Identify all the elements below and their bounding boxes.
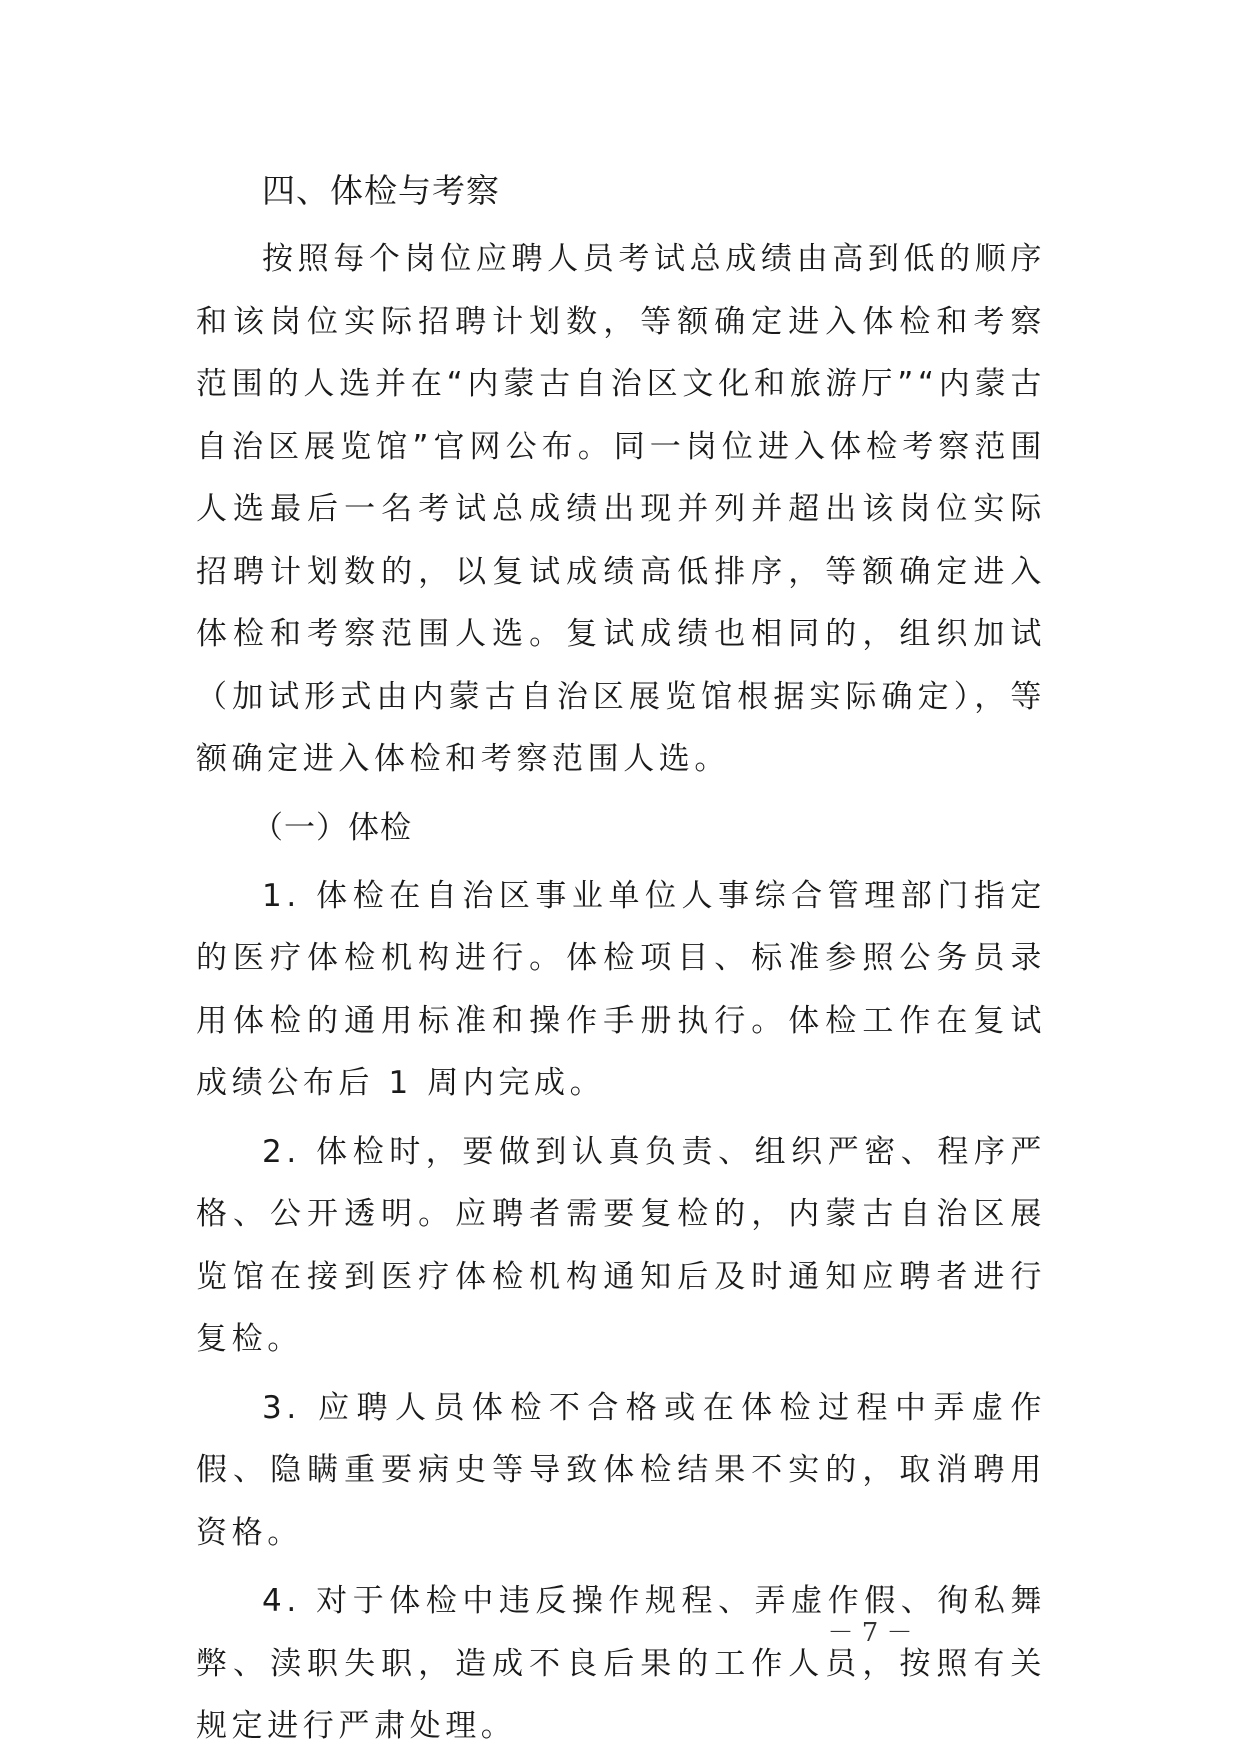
list-item: 2. 体检时，要做到认真负责、组织严密、程序严格、公开透明。应聘者需要复检的，内蒙古自治区展览馆在接到医疗体检机构通知后及时通知应聘者进行复检。: [196, 1133, 1046, 1357]
subsection-heading: （一）体检: [252, 809, 412, 846]
page-number: － 7 －: [827, 1618, 913, 1648]
list-item: 4. 对于体检中违反操作规程、弄虚作假、徇私舞弊、渎职失职，造成不良后果的工作人员，按照有关规定进行严肃处理。: [196, 1583, 1046, 1744]
document-body: [196, 160, 1046, 1764]
list-item: 3. 应聘人员体检不合格或在体检过程中弄虚作假、隐瞒重要病史等导致体检结果不实的，取消聘用资格。: [196, 1389, 1046, 1551]
section-intro-paragraph: 按照每个岗位应聘人员考试总成绩由高到低的顺序和该岗位实际招聘计划数，等额确定进入体检和考察范围的人选并在“内蒙古自治区文化和旅游厅”“内蒙古自治区展览馆”官网公布。同一岗位进入体检考察范围人选最后一名考试总成绩出现并列并超出该岗位实际招聘计划数的，以复试成绩高低排序，等额确定进入体检和考察范围人选。复试成绩也相同的，组织加试（加试形式由内蒙古自治区展览馆根据实际确定），等额确定进入体检和考察范围人选。: [196, 241, 1046, 777]
list-item: 1. 体检在自治区事业单位人事综合管理部门指定的医疗体检机构进行。体检项目、标准参照公务员录用体检的通用标准和操作手册执行。体检工作在复试成绩公布后 1 周内完成。: [196, 877, 1046, 1101]
section-heading: 四、体检与考察: [262, 171, 500, 210]
